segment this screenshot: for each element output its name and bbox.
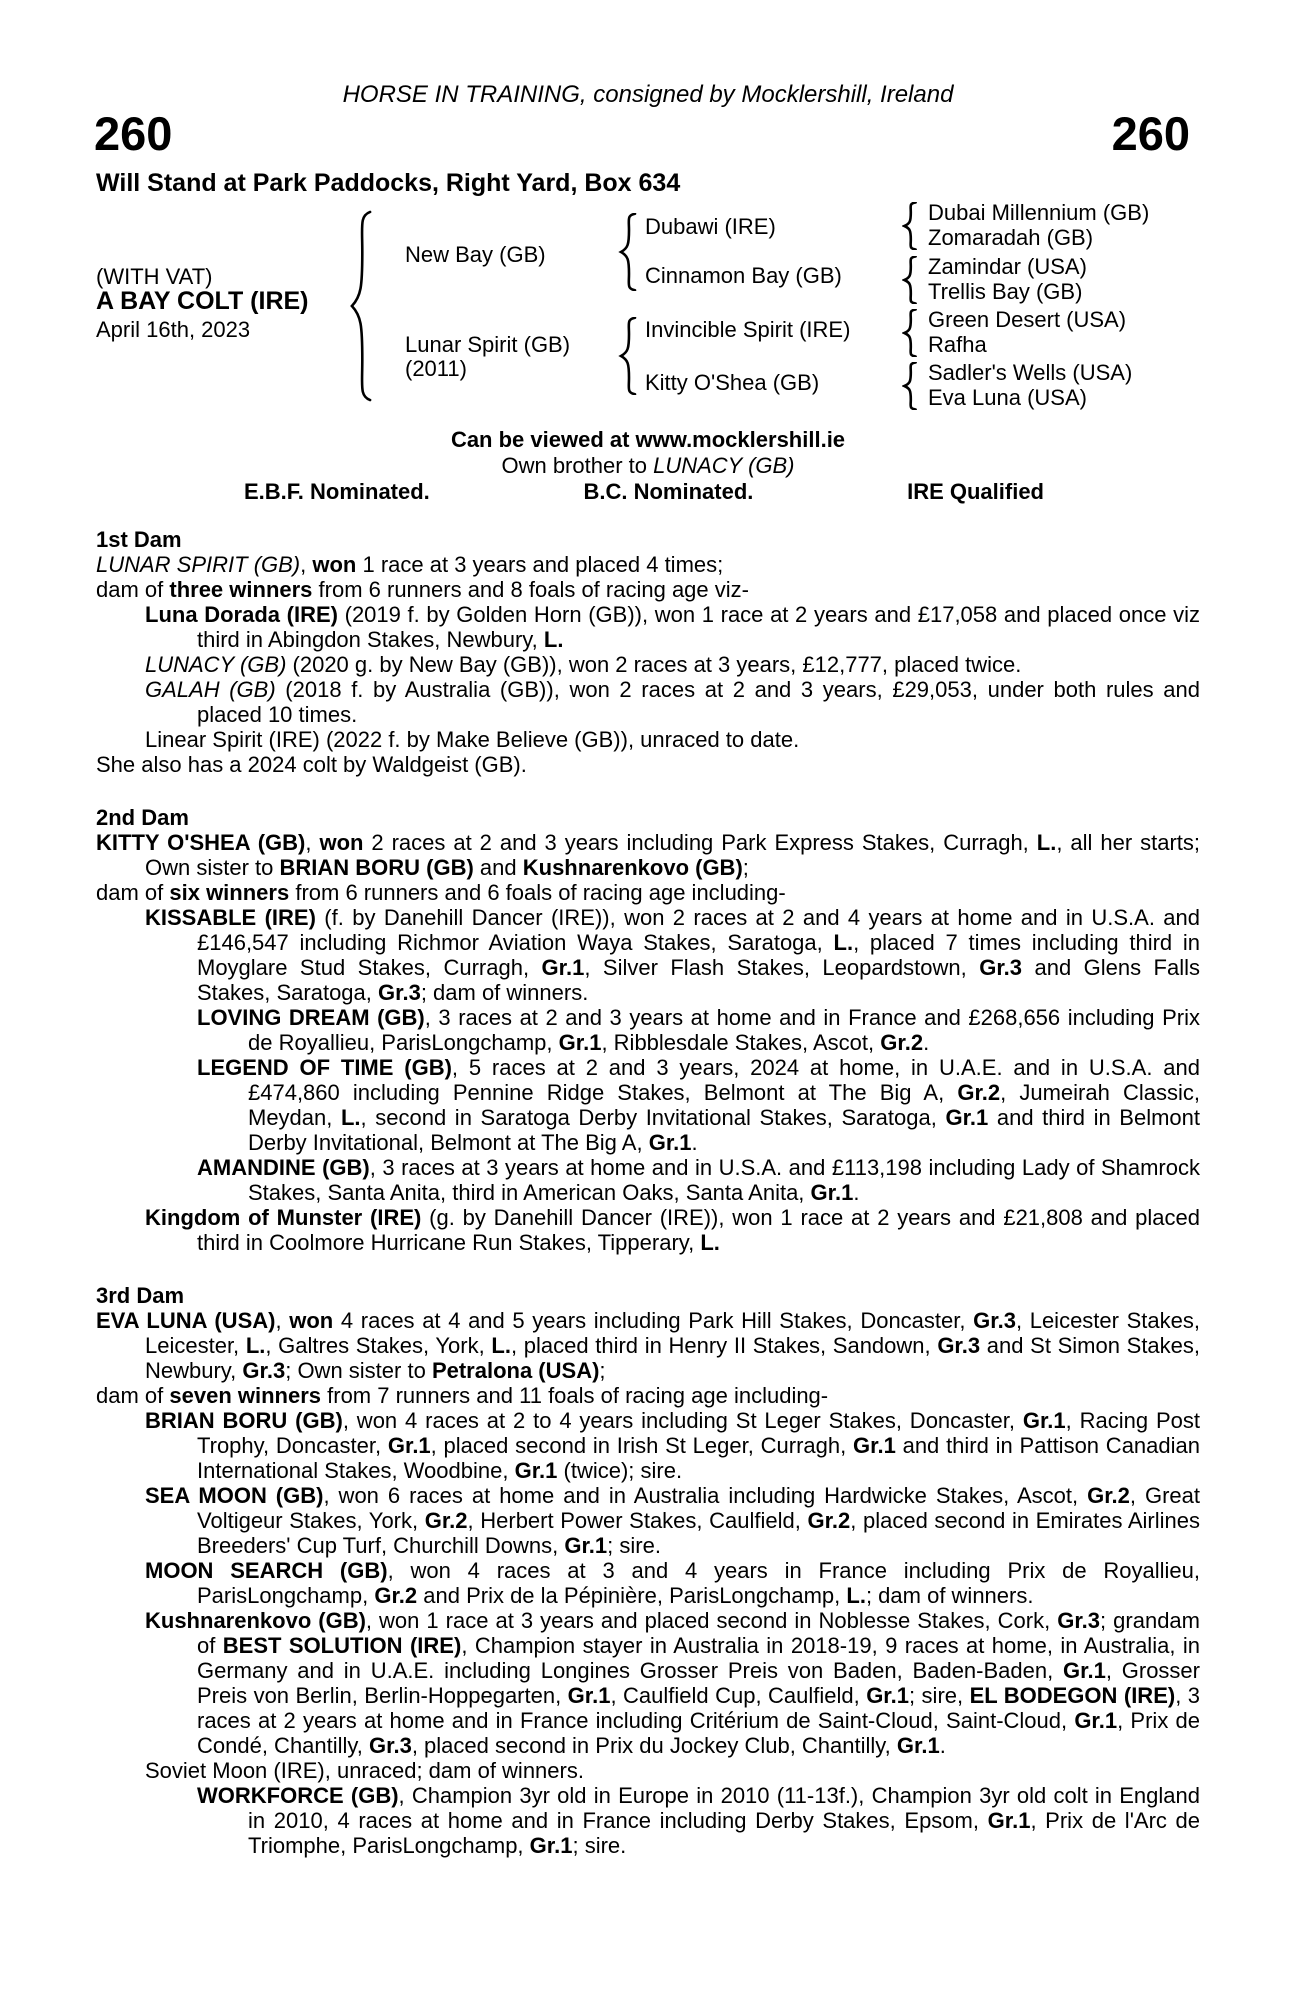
produce-paragraph	[145, 602, 1200, 652]
text-segment: Gr.1	[567, 1683, 611, 1708]
text-segment: EL BODEGON (IRE)	[969, 1683, 1176, 1708]
pedigree-brace	[618, 213, 638, 291]
pedigree-brace	[902, 256, 918, 304]
text-segment: L.	[340, 1105, 361, 1130]
vat-note: (WITH VAT)	[96, 264, 213, 289]
dam-section-heading: 2nd Dam	[96, 805, 189, 830]
consignor-line: HORSE IN TRAINING, consigned by Mocklershill, Ireland	[342, 81, 954, 108]
produce-paragraph	[145, 1483, 1200, 1558]
text-segment: , Leicester Stakes, Leicester,	[145, 1308, 1200, 1358]
sire-name: New Bay (GB)	[405, 242, 546, 267]
produce-paragraph	[145, 1558, 1200, 1608]
pedigree-brace	[902, 362, 918, 410]
bc-nominated-label: B.C. Nominated.	[583, 479, 754, 504]
text-segment: , won 4 races at 3 and 4 years in France including Prix de Royallieu, ParisLongchamp,	[197, 1558, 1200, 1608]
text-segment: LUNAR SPIRIT (GB)	[96, 552, 301, 577]
text-segment: ; Own sister to	[285, 1358, 432, 1383]
produce-paragraph	[96, 552, 1200, 577]
horse-name: A BAY COLT (IRE)	[96, 287, 309, 315]
produce-paragraph	[145, 1608, 1200, 1758]
pedigree-brace	[618, 317, 638, 395]
produce-paragraph	[197, 1005, 1200, 1055]
text-segment: seven winners	[169, 1383, 322, 1408]
text-segment: won	[289, 1308, 334, 1333]
text-segment: She also has a 2024 colt by Waldgeist (GB).	[96, 752, 527, 777]
text-segment: , 3 races at 2 years at home and in France including Critérium de Saint-Cloud, Saint-Cloud,	[197, 1683, 1201, 1733]
text-segment: (2018 f. by Australia (GB)), won 2 races at 2 and 3 years, £29,053, under both rules and placed 10 times.	[197, 677, 1200, 727]
text-segment: ;	[742, 855, 749, 880]
gen2-ancestor-name: Dubawi (IRE)	[645, 214, 776, 239]
text-segment: , all her starts; Own sister to	[145, 830, 1200, 880]
text-segment: from 6 runners and 8 foals of racing age viz-	[312, 577, 749, 602]
text-segment: Gr.1	[810, 1180, 854, 1205]
text-segment: Gr.1	[564, 1533, 608, 1558]
text-segment: WORKFORCE (GB)	[197, 1783, 399, 1808]
text-segment: Gr.3	[973, 1308, 1016, 1333]
text-segment: ;	[599, 1358, 606, 1383]
text-segment: , Jumeirah Classic, Meydan,	[248, 1080, 1200, 1130]
text-segment: Gr.1	[648, 1130, 692, 1155]
dam-section	[96, 527, 1200, 777]
text-segment: Gr.1	[558, 1030, 602, 1055]
text-segment: Kushnarenkovo (GB)	[145, 1608, 366, 1633]
text-segment: dam of	[96, 577, 170, 602]
text-segment: (g. by Danehill Dancer (IRE)), won 1 race at 2 years and £21,808 and placed third in Coolmore Hurricane Run Stakes, Tipperary,	[197, 1205, 1200, 1255]
text-segment: BEST SOLUTION (IRE)	[222, 1633, 462, 1658]
text-segment: and St Simon Stakes, Newbury,	[145, 1333, 1201, 1383]
text-segment: ,	[300, 552, 313, 577]
text-segment: AMANDINE (GB)	[197, 1155, 370, 1180]
text-segment: Kushnarenkovo (GB)	[522, 855, 743, 880]
text-segment: , Champion stayer in Australia in 2018-19, 9 races at home, in Australia, in Germany and in U.A.E. including Longines Grosser Preis von Baden, Baden-Baden,	[197, 1633, 1200, 1683]
produce-paragraph	[96, 752, 1200, 777]
text-segment: EVA LUNA (USA)	[96, 1308, 276, 1333]
text-segment: , Silver Flash Stakes, Leopardstown,	[584, 955, 980, 980]
text-segment: LOVING DREAM (GB)	[197, 1005, 425, 1030]
text-segment: Gr.2	[957, 1080, 1001, 1105]
text-segment: , Champion 3yr old in Europe in 2010 (11-13f.), Champion 3yr old colt in England in 2010, 4 races at home and in France including Derby Stakes, Epsom,	[248, 1783, 1200, 1833]
text-segment: Gr.3	[378, 980, 421, 1005]
text-segment: Petralona (USA)	[431, 1358, 600, 1383]
gen2-ancestor-name: Cinnamon Bay (GB)	[645, 263, 842, 288]
text-segment: LEGEND OF TIME (GB)	[197, 1055, 452, 1080]
produce-paragraph	[145, 1408, 1200, 1483]
dam-section-heading: 3rd Dam	[96, 1283, 185, 1308]
foal-date: April 16th, 2023	[96, 317, 251, 342]
text-segment: Own brother to	[501, 453, 654, 478]
nominations-row	[244, 479, 1044, 504]
text-segment: KITTY O'SHEA (GB)	[96, 830, 306, 855]
text-segment: , 3 races at 3 years at home and in U.S.A. and £113,198 including Lady of Shamrock Stakes, Santa Anita, third in American Oaks, Santa Anita,	[248, 1155, 1200, 1205]
text-segment: , placed second in Emirates Airlines Breeders' Cup Turf, Churchill Downs,	[197, 1508, 1200, 1558]
text-segment: and third in Belmont Derby Invitational, Belmont at The Big A,	[248, 1105, 1200, 1155]
text-segment: .	[939, 1733, 946, 1758]
gen3-ancestor-name: Rafha	[928, 332, 987, 357]
text-segment: .	[691, 1130, 698, 1155]
text-segment: , won 4 races at 2 to 4 years including St Leger Stakes, Doncaster,	[342, 1408, 1023, 1433]
produce-paragraph	[96, 830, 1200, 880]
text-segment: (2020 g. by New Bay (GB)), won 2 races at 3 years, £12,777, placed twice.	[286, 652, 1022, 677]
text-segment: L.	[1036, 830, 1057, 855]
dam-year: (2011)	[405, 356, 467, 381]
gen3-ancestor-name: Zamindar (USA)	[928, 254, 1087, 279]
text-segment: ; dam of winners.	[420, 980, 589, 1005]
text-segment: , won 6 races at home and in Australia including Hardwicke Stakes, Ascot,	[323, 1483, 1088, 1508]
text-segment: , Herbert Power Stakes, Caulfield,	[467, 1508, 808, 1533]
text-segment: , Ribblesdale Stakes, Ascot,	[601, 1030, 881, 1055]
text-segment: LUNACY (GB)	[653, 453, 795, 478]
text-segment: (2019 f. by Golden Horn (GB)), won 1 race at 2 years and £17,058 and placed once viz third in Abingdon Stakes, Newbury,	[197, 602, 1200, 652]
text-segment: and third in Pattison Canadian International Stakes, Woodbine,	[197, 1433, 1200, 1483]
lot-number-right: 260	[1111, 107, 1190, 160]
produce-paragraph	[145, 652, 1200, 677]
text-segment: L.	[700, 1230, 720, 1255]
text-segment: ; grandam of	[197, 1608, 1200, 1658]
gen3-ancestor-name: Trellis Bay (GB)	[928, 279, 1083, 304]
text-segment: , placed second in Irish St Leger, Curragh,	[430, 1433, 853, 1458]
text-segment: ; sire.	[572, 1833, 627, 1858]
text-segment: Gr.2	[1087, 1483, 1130, 1508]
text-segment: six winners	[169, 880, 290, 905]
text-segment: and Prix de la Pépinière, ParisLongchamp,	[417, 1583, 847, 1608]
text-segment: BRIAN BORU (GB)	[279, 855, 474, 880]
pedigree-brace	[348, 210, 374, 402]
text-segment: , 3 races at 2 and 3 years at home and in France and £268,656 including Prix de Royallieu, ParisLongchamp,	[248, 1005, 1200, 1055]
text-segment: , won 1 race at 3 years and placed second in Noblesse Stakes, Cork,	[365, 1608, 1058, 1633]
text-segment: Gr.1	[1022, 1408, 1066, 1433]
text-segment: won	[319, 830, 364, 855]
text-segment: .	[853, 1180, 860, 1205]
gen3-ancestor-name: Eva Luna (USA)	[928, 385, 1087, 410]
text-segment: and	[473, 855, 523, 880]
text-segment: won	[312, 552, 357, 577]
text-segment: Gr.1	[945, 1105, 989, 1130]
text-segment: , Prix de Condé, Chantilly,	[197, 1708, 1200, 1758]
gen2-ancestor-name: Invincible Spirit (IRE)	[645, 317, 851, 342]
text-segment: Kingdom of Munster (IRE)	[145, 1205, 422, 1230]
text-segment: ; sire,	[909, 1683, 970, 1708]
produce-paragraph	[96, 880, 1200, 905]
text-segment: SEA MOON (GB)	[145, 1483, 324, 1508]
ebf-nominated-label: E.B.F. Nominated.	[244, 479, 430, 504]
gen3-ancestor-name: Green Desert (USA)	[928, 307, 1127, 332]
text-segment: , placed 7 times including third in Moyglare Stud Stakes, Curragh,	[197, 930, 1200, 980]
produce-paragraph	[145, 1205, 1200, 1255]
text-segment: L.	[245, 1333, 266, 1358]
produce-paragraph	[197, 1155, 1200, 1205]
viewing-notice: Can be viewed at www.mocklershill.ie	[450, 427, 846, 452]
text-segment: LUNACY (GB)	[145, 652, 287, 677]
text-segment: Gr.1	[866, 1683, 909, 1708]
text-segment: Gr.1	[541, 955, 585, 980]
pedigree-tree	[0, 0, 1315, 430]
text-segment: 2 races at 2 and 3 years including Park Express Stakes, Curragh,	[363, 830, 1037, 855]
text-segment: Gr.3	[242, 1358, 286, 1383]
produce-paragraph	[96, 1308, 1200, 1383]
text-segment: Linear Spirit (IRE) (2022 f. by Make Believe (GB)), unraced to date.	[145, 727, 800, 752]
produce-paragraph	[96, 1383, 1200, 1408]
text-segment: Gr.2	[807, 1508, 851, 1533]
text-segment: Gr.3	[369, 1733, 412, 1758]
text-segment: Gr.1	[387, 1433, 431, 1458]
text-segment: Gr.3	[937, 1333, 981, 1358]
text-segment: , placed second in Prix du Jockey Club, Chantilly,	[411, 1733, 897, 1758]
produce-paragraph	[96, 577, 1200, 602]
text-segment: Gr.1	[853, 1433, 896, 1458]
pedigree-brace	[902, 309, 918, 357]
text-segment: Gr.2	[880, 1030, 924, 1055]
text-segment: dam of	[96, 880, 170, 905]
dam-section	[96, 1283, 1200, 1858]
produce-sections	[96, 527, 1200, 1858]
text-segment: L.	[833, 930, 854, 955]
text-segment: MOON SEARCH (GB)	[145, 1558, 388, 1583]
text-segment: , placed third in Henry II Stakes, Sandown,	[510, 1333, 938, 1358]
text-segment: , Prix de l'Arc de Triomphe, ParisLongchamp,	[248, 1808, 1201, 1858]
text-segment: Luna Dorada (IRE)	[145, 602, 338, 627]
text-segment: Gr.3	[1057, 1608, 1101, 1633]
text-segment: L.	[491, 1333, 511, 1358]
text-segment: , 5 races at 2 and 3 years, 2024 at home, in U.A.E. and in U.S.A. and £474,860 including Pennine Ridge Stakes, Belmont at The Big A,	[248, 1055, 1200, 1105]
text-segment: Gr.1	[529, 1833, 573, 1858]
text-segment: three winners	[169, 577, 313, 602]
text-segment: .	[923, 1030, 930, 1055]
text-segment: Gr.1	[896, 1733, 940, 1758]
produce-paragraph	[197, 1783, 1200, 1858]
text-segment: , Galtres Stakes, York,	[265, 1333, 492, 1358]
produce-paragraph	[145, 1758, 1200, 1783]
produce-paragraph	[145, 727, 1200, 752]
produce-paragraph	[145, 905, 1200, 1005]
text-segment: from 7 runners and 11 foals of racing age including-	[321, 1383, 829, 1408]
text-segment: ,	[305, 830, 320, 855]
produce-paragraph	[197, 1055, 1200, 1155]
lot-number-left: 260	[94, 107, 173, 160]
text-segment: , Racing Post Trophy, Doncaster,	[197, 1408, 1201, 1458]
text-segment: Gr.1	[1063, 1658, 1106, 1683]
dam-section	[96, 805, 1200, 1255]
own-brother-note	[96, 453, 1200, 478]
text-segment: and Glens Falls Stakes, Saratoga,	[197, 955, 1200, 1005]
ire-qualified-label: IRE Qualified	[907, 479, 1044, 504]
text-segment: Gr.2	[424, 1508, 468, 1533]
text-segment: (f. by Danehill Dancer (IRE)), won 2 races at 2 and 4 years at home and in U.S.A. and £146,547 including Richmor Aviation Waya Stakes, Saratoga,	[197, 905, 1200, 955]
text-segment: Gr.2	[374, 1583, 418, 1608]
text-segment: , Grosser Preis von Berlin, Berlin-Hoppegarten,	[197, 1658, 1200, 1708]
text-segment: 1 race at 3 years and placed 4 times;	[356, 552, 724, 577]
text-segment: L.	[846, 1583, 866, 1608]
text-segment: Gr.1	[987, 1808, 1031, 1833]
text-segment: Soviet Moon (IRE), unraced; dam of winners.	[145, 1758, 584, 1783]
gen3-ancestor-name: Sadler's Wells (USA)	[928, 360, 1133, 385]
text-segment: Gr.1	[1074, 1708, 1118, 1733]
text-segment: GALAH (GB)	[145, 677, 276, 702]
text-segment: , second in Saratoga Derby Invitational Stakes, Saratoga,	[360, 1105, 946, 1130]
text-segment: 4 races at 4 and 5 years including Park Hill Stakes, Doncaster,	[333, 1308, 974, 1333]
gen2-ancestor-name: Kitty O'Shea (GB)	[645, 370, 820, 395]
text-segment: , Caulfield Cup, Caulfield,	[610, 1683, 867, 1708]
text-segment: ,	[275, 1308, 290, 1333]
text-segment: BRIAN BORU (GB)	[145, 1408, 343, 1433]
text-segment: , Great Voltigeur Stakes, York,	[197, 1483, 1200, 1533]
pedigree-brace	[902, 202, 918, 250]
gen3-ancestor-name: Dubai Millennium (GB)	[928, 200, 1150, 225]
text-segment: ; sire.	[607, 1533, 661, 1558]
text-segment: (twice); sire.	[557, 1458, 683, 1483]
text-segment: KISSABLE (IRE)	[145, 905, 316, 930]
gen3-ancestor-name: Zomaradah (GB)	[928, 225, 1094, 250]
text-segment: Gr.3	[979, 955, 1023, 980]
stabling-location-line: Will Stand at Park Paddocks, Right Yard, Box 634	[96, 169, 681, 197]
text-segment: L.	[543, 627, 564, 652]
text-segment: ; dam of winners.	[865, 1583, 1034, 1608]
text-segment: from 6 runners and 6 foals of racing age including-	[289, 880, 786, 905]
text-segment: dam of	[96, 1383, 170, 1408]
dam-name: Lunar Spirit (GB)	[405, 332, 571, 357]
produce-paragraph	[145, 677, 1200, 727]
text-segment: Gr.1	[514, 1458, 558, 1483]
dam-section-heading: 1st Dam	[96, 527, 182, 552]
